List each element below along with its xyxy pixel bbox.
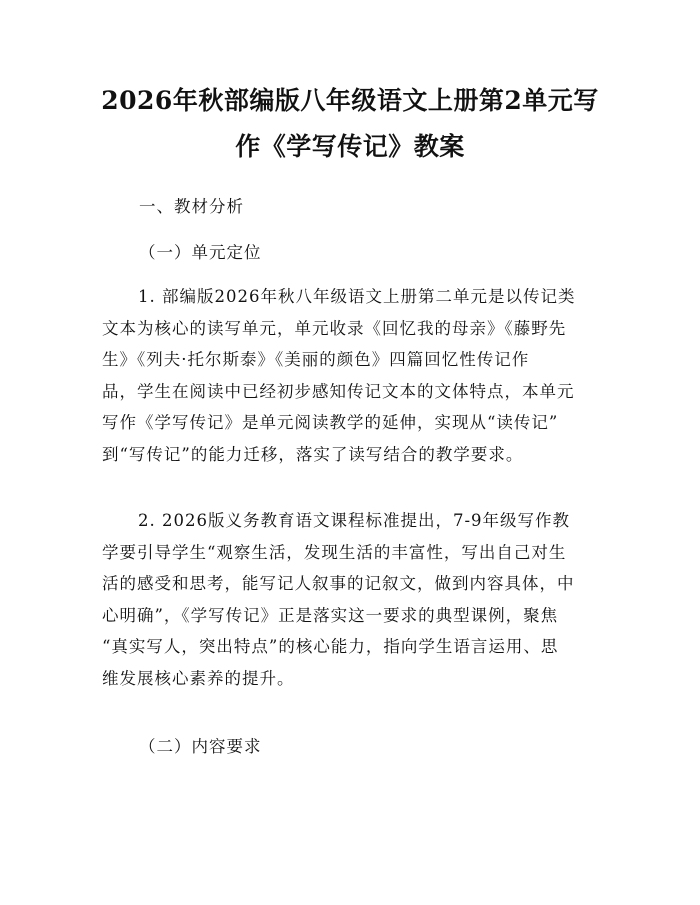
paragraph-unit-positioning-2 <box>102 505 602 694</box>
paragraph-line: 活的感受和思考，能写记人叙事的记叙文，做到内容具体，中 <box>102 574 575 593</box>
paragraph-line: “真实写人，突出特点”的核心能力，指向学生语言运用、思 <box>102 637 559 656</box>
document-title-line-2: 作《学写传记》教案 <box>235 132 465 161</box>
paragraph-line: 文本为核心的读写单元，单元收录《回忆我的母亲》《藤野先 <box>102 318 567 338</box>
paragraph-line: 生》《列夫·托尔斯泰》《美丽的颜色》四篇回忆性传记作 <box>102 350 530 369</box>
paragraph-unit-positioning-1 <box>102 281 602 470</box>
subsection-heading-unit-positioning: （一）单元定位 <box>139 243 262 262</box>
section-heading-textbook-analysis: 一、教材分析 <box>139 197 244 216</box>
document-title-line-1: 2026年秋部编版八年级语文上册第2单元写 <box>101 86 599 115</box>
paragraph-line: 心明确”，《学写传记》正是落实这一要求的典型课例，聚焦 <box>102 605 559 625</box>
paragraph-line: 维发展核心素养的提升。 <box>102 668 295 688</box>
paragraph-line: 2. 2026版义务教育语文课程标准提出，7-9年级写作教 <box>138 511 571 530</box>
paragraph-line: 学要引导学生“观察生活，发现生活的丰富性，写出自己对生 <box>102 542 567 562</box>
paragraph-line: 1. 部编版2026年秋八年级语文上册第二单元是以传记类 <box>138 287 576 306</box>
paragraph-line: 写作《学写传记》是单元阅读教学的延伸，实现从“读传记” <box>102 413 559 432</box>
paragraph-line: 到“写传记”的能力迁移，落实了读写结合的教学要求。 <box>102 444 524 464</box>
paragraph-line: 品，学生在阅读中已经初步感知传记文本的文体特点，本单元 <box>102 381 575 401</box>
subsection-heading-content-requirements: （二）内容要求 <box>139 737 262 756</box>
